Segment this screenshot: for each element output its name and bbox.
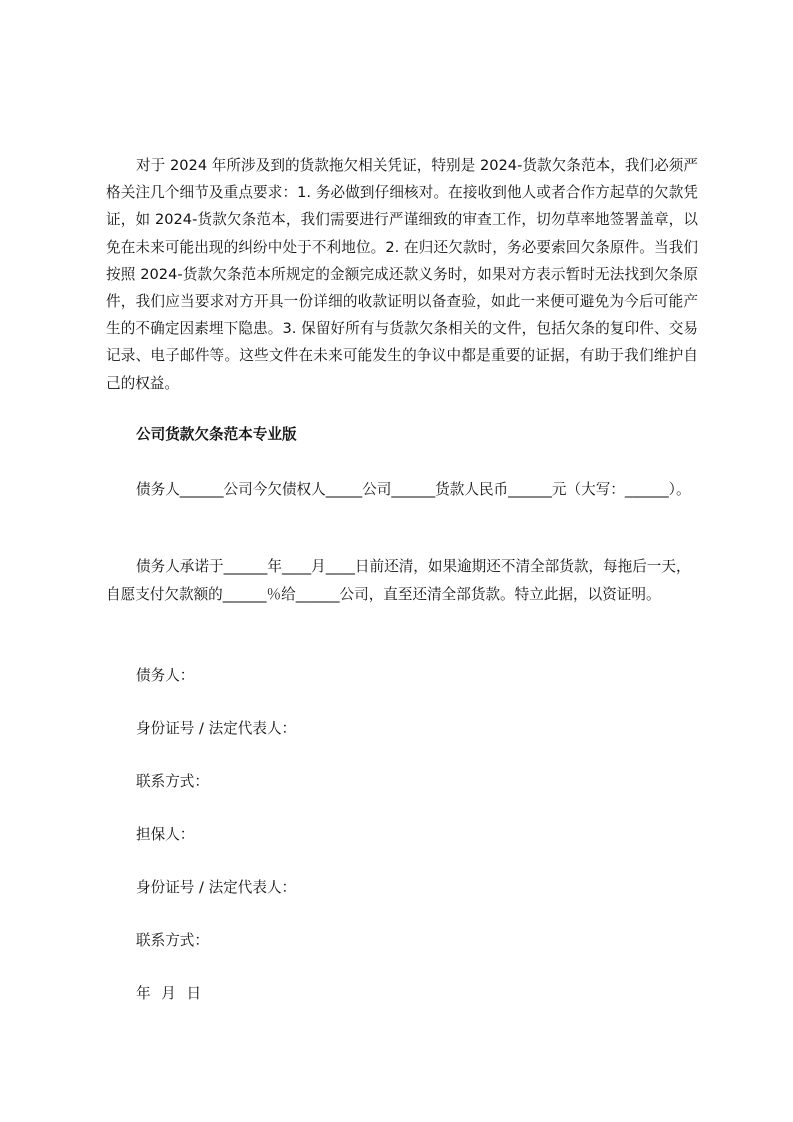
debtor-id-field: 身份证号 / 法定代表人：: [136, 720, 297, 737]
intro-paragraph: 对于 2024 年所涉及到的货款拖欠相关凭证，特别是 2024-货款欠条范本，我们必须严格关注几个细节及重点要求：1. 务必做到仔细核对。在接收到他人或者合作方起草的欠款凭证，如 2024-货款欠条范本，我们需要进行严谨细致的审查工作，切勿草率地签署盖章，以免在未来可能出现的纠纷中处于不利地位。2. 在归还欠款时，务必要索回欠条原件。当我们按照 2024-货款欠条范本所规定的金额完成还款义务时，如果对方表示暂时无法找到欠条原件，我们应当要求对方开具一份详细的收款证明以备查验，如此一来便可避免为今后可能产生的不确定因素埋下隐患。3. 保留好所有与货款欠条相关的文件，包括欠条的复印件、交易记录、电子邮件等。这些文件在未来可能发生的争议中都是重要的证据，有助于我们维护自己的权益。: [106, 157, 698, 392]
repayment-promise-paragraph: 债务人承诺于______年____月____日前还清，如果逾期还不清全部货款，每拖后一天，自愿支付欠款额的______％给______公司，直至还清全部货款。特立此据，以资证明。: [106, 558, 691, 603]
guarantor-contact-field: 联系方式：: [136, 932, 209, 949]
debt-statement-paragraph: 债务人______公司今欠债权人_____公司______货款人民币______元（大写：______）。: [136, 481, 691, 498]
template-title: 公司货款欠条范本专业版: [136, 426, 297, 443]
date-field: 年 月 日: [136, 985, 205, 1002]
guarantor-id-field: 身份证号 / 法定代表人：: [136, 879, 297, 896]
debtor-contact-field: 联系方式：: [136, 773, 209, 790]
guarantor-field: 担保人：: [136, 826, 195, 843]
debtor-field: 债务人：: [136, 667, 195, 684]
